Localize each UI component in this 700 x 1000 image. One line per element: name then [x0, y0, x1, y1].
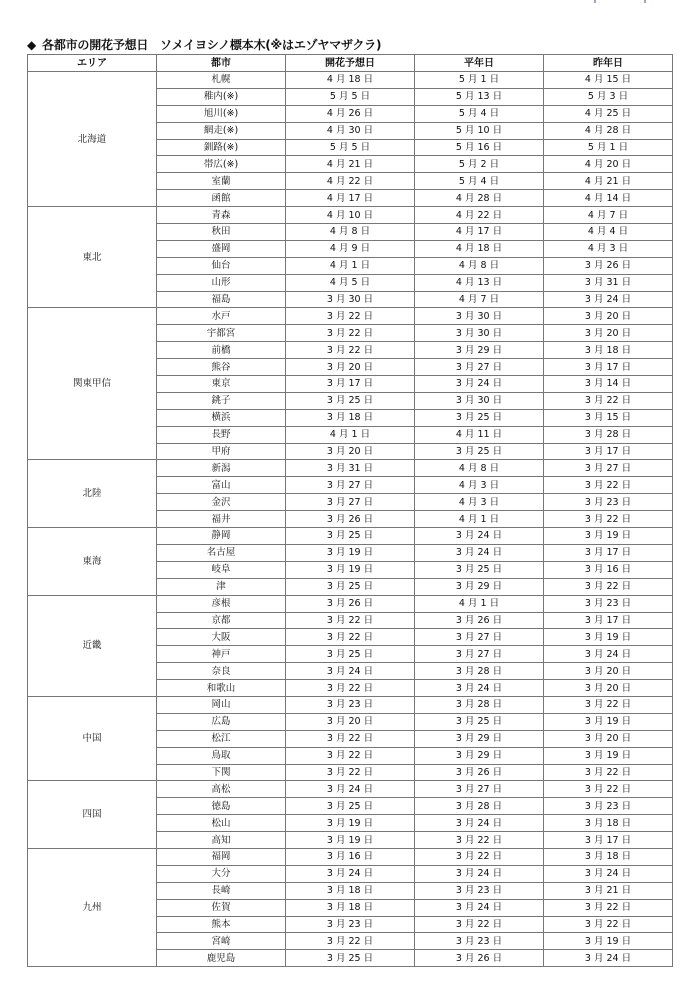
last-year-date-cell: 3 月 18 日: [544, 815, 673, 832]
forecast-date-cell: 3 月 22 日: [286, 933, 415, 950]
forecast-date-cell: 3 月 19 日: [286, 815, 415, 832]
last-year-date-cell: 3 月 19 日: [544, 933, 673, 950]
normal-date-cell: 3 月 25 日: [415, 409, 544, 426]
forecast-date-cell: 3 月 23 日: [286, 696, 415, 713]
forecast-date-cell: 4 月 10 日: [286, 207, 415, 224]
last-year-date-cell: 3 月 20 日: [544, 680, 673, 697]
normal-date-cell: 3 月 26 日: [415, 764, 544, 781]
table-row: [28, 781, 673, 798]
normal-date-cell: 3 月 29 日: [415, 730, 544, 747]
city-cell: 佐賀: [157, 899, 286, 916]
normal-date-cell: 3 月 23 日: [415, 882, 544, 899]
table-row: [28, 528, 673, 545]
city-cell: 高知: [157, 832, 286, 849]
last-year-date-cell: 3 月 26 日: [544, 257, 673, 274]
city-cell: 金沢: [157, 494, 286, 511]
city-cell: 松江: [157, 730, 286, 747]
city-cell: 福岡: [157, 848, 286, 865]
last-year-date-cell: 3 月 20 日: [544, 308, 673, 325]
city-cell: 岐阜: [157, 561, 286, 578]
last-year-date-cell: 3 月 27 日: [544, 460, 673, 477]
normal-date-cell: 3 月 24 日: [415, 865, 544, 882]
forecast-date-cell: 3 月 25 日: [286, 798, 415, 815]
last-year-date-cell: 3 月 22 日: [544, 764, 673, 781]
area-cell: 東海: [28, 528, 157, 596]
last-year-date-cell: 3 月 20 日: [544, 325, 673, 342]
last-year-date-cell: 5 月 3 日: [544, 88, 673, 105]
normal-date-cell: 3 月 29 日: [415, 342, 544, 359]
last-year-date-cell: 3 月 22 日: [544, 696, 673, 713]
city-cell: 函館: [157, 190, 286, 207]
city-cell: 神戸: [157, 646, 286, 663]
table-row: [28, 460, 673, 477]
forecast-date-cell: 3 月 31 日: [286, 460, 415, 477]
forecast-date-cell: 3 月 18 日: [286, 409, 415, 426]
normal-date-cell: 4 月 28 日: [415, 190, 544, 207]
normal-date-cell: 5 月 10 日: [415, 122, 544, 139]
last-year-date-cell: 3 月 23 日: [544, 595, 673, 612]
normal-date-cell: 3 月 28 日: [415, 663, 544, 680]
city-cell: 盛岡: [157, 240, 286, 257]
header-city: 都市: [157, 55, 286, 72]
last-year-date-cell: 3 月 22 日: [544, 781, 673, 798]
last-year-date-cell: 4 月 7 日: [544, 207, 673, 224]
table-body: [28, 72, 673, 967]
forecast-date-cell: 3 月 25 日: [286, 392, 415, 409]
city-cell: 大阪: [157, 629, 286, 646]
last-year-date-cell: 3 月 17 日: [544, 544, 673, 561]
city-cell: 鳥取: [157, 747, 286, 764]
normal-date-cell: 3 月 30 日: [415, 308, 544, 325]
normal-date-cell: 3 月 27 日: [415, 646, 544, 663]
city-cell: 静岡: [157, 528, 286, 545]
forecast-date-cell: 3 月 24 日: [286, 663, 415, 680]
normal-date-cell: 4 月 17 日: [415, 224, 544, 241]
last-year-date-cell: 3 月 31 日: [544, 274, 673, 291]
forecast-date-cell: 3 月 27 日: [286, 494, 415, 511]
last-year-date-cell: 3 月 20 日: [544, 663, 673, 680]
last-year-date-cell: 4 月 21 日: [544, 173, 673, 190]
forecast-date-cell: 3 月 18 日: [286, 899, 415, 916]
city-cell: 福島: [157, 291, 286, 308]
city-cell: 網走(※): [157, 122, 286, 139]
last-year-date-cell: 3 月 19 日: [544, 713, 673, 730]
forecast-date-cell: 3 月 16 日: [286, 848, 415, 865]
last-year-date-cell: 3 月 17 日: [544, 359, 673, 376]
area-cell: 九州: [28, 848, 157, 966]
normal-date-cell: 3 月 26 日: [415, 950, 544, 967]
normal-date-cell: 3 月 26 日: [415, 612, 544, 629]
normal-date-cell: 3 月 24 日: [415, 815, 544, 832]
last-year-date-cell: 3 月 16 日: [544, 561, 673, 578]
diamond-bullet-icon: ◆: [27, 38, 37, 52]
forecast-date-cell: 3 月 25 日: [286, 646, 415, 663]
table-header-row: [28, 55, 673, 72]
normal-date-cell: 5 月 13 日: [415, 88, 544, 105]
normal-date-cell: 3 月 24 日: [415, 899, 544, 916]
city-cell: 前橋: [157, 342, 286, 359]
last-year-date-cell: 3 月 24 日: [544, 291, 673, 308]
city-cell: 長崎: [157, 882, 286, 899]
city-cell: 名古屋: [157, 544, 286, 561]
forecast-date-cell: 4 月 1 日: [286, 257, 415, 274]
city-cell: 高松: [157, 781, 286, 798]
normal-date-cell: 3 月 30 日: [415, 325, 544, 342]
normal-date-cell: 4 月 7 日: [415, 291, 544, 308]
area-cell: 東北: [28, 207, 157, 308]
forecast-date-cell: 4 月 8 日: [286, 224, 415, 241]
forecast-date-cell: 3 月 22 日: [286, 764, 415, 781]
last-year-date-cell: 3 月 17 日: [544, 832, 673, 849]
forecast-date-cell: 4 月 30 日: [286, 122, 415, 139]
last-year-date-cell: 3 月 22 日: [544, 578, 673, 595]
forecast-date-cell: 3 月 18 日: [286, 882, 415, 899]
forecast-date-cell: 4 月 21 日: [286, 156, 415, 173]
normal-date-cell: 4 月 8 日: [415, 460, 544, 477]
normal-date-cell: 4 月 3 日: [415, 494, 544, 511]
last-year-date-cell: 3 月 22 日: [544, 916, 673, 933]
forecast-date-cell: 3 月 24 日: [286, 865, 415, 882]
forecast-date-cell: 3 月 22 日: [286, 629, 415, 646]
city-cell: 水戸: [157, 308, 286, 325]
area-cell: 四国: [28, 781, 157, 849]
forecast-date-cell: 3 月 26 日: [286, 511, 415, 528]
city-cell: 松山: [157, 815, 286, 832]
bloom-forecast-table: [27, 54, 673, 967]
forecast-date-cell: 3 月 19 日: [286, 544, 415, 561]
normal-date-cell: 4 月 18 日: [415, 240, 544, 257]
area-cell: 中国: [28, 696, 157, 780]
last-year-date-cell: 3 月 15 日: [544, 409, 673, 426]
city-cell: 釧路(※): [157, 139, 286, 156]
city-cell: 長野: [157, 426, 286, 443]
last-year-date-cell: 3 月 24 日: [544, 950, 673, 967]
last-year-date-cell: 4 月 15 日: [544, 72, 673, 89]
table-row: [28, 696, 673, 713]
normal-date-cell: 4 月 1 日: [415, 595, 544, 612]
area-cell: 近畿: [28, 595, 157, 696]
normal-date-cell: 4 月 13 日: [415, 274, 544, 291]
forecast-date-cell: 3 月 23 日: [286, 916, 415, 933]
city-cell: 秋田: [157, 224, 286, 241]
normal-date-cell: 4 月 3 日: [415, 477, 544, 494]
city-cell: 東京: [157, 376, 286, 393]
table-row: [28, 595, 673, 612]
forecast-date-cell: 3 月 25 日: [286, 528, 415, 545]
forecast-date-cell: 3 月 20 日: [286, 359, 415, 376]
last-year-date-cell: 4 月 20 日: [544, 156, 673, 173]
header-last-year-date: 昨年日: [544, 55, 673, 72]
forecast-date-cell: 5 月 5 日: [286, 139, 415, 156]
city-cell: 仙台: [157, 257, 286, 274]
city-cell: 山形: [157, 274, 286, 291]
normal-date-cell: 3 月 29 日: [415, 578, 544, 595]
last-year-date-cell: 3 月 17 日: [544, 612, 673, 629]
forecast-date-cell: 4 月 22 日: [286, 173, 415, 190]
city-cell: 鹿児島: [157, 950, 286, 967]
normal-date-cell: 3 月 23 日: [415, 933, 544, 950]
forecast-date-cell: 3 月 20 日: [286, 713, 415, 730]
city-cell: 富山: [157, 477, 286, 494]
normal-date-cell: 3 月 24 日: [415, 528, 544, 545]
city-cell: 福井: [157, 511, 286, 528]
last-year-date-cell: 4 月 25 日: [544, 105, 673, 122]
city-cell: 広島: [157, 713, 286, 730]
table-row: [28, 72, 673, 89]
area-cell: 北海道: [28, 72, 157, 207]
forecast-date-cell: 3 月 26 日: [286, 595, 415, 612]
forecast-date-cell: 3 月 24 日: [286, 781, 415, 798]
normal-date-cell: 4 月 1 日: [415, 511, 544, 528]
area-cell: 関東甲信: [28, 308, 157, 460]
normal-date-cell: 3 月 25 日: [415, 713, 544, 730]
header-normal-date: 平年日: [415, 55, 544, 72]
city-cell: 下関: [157, 764, 286, 781]
normal-date-cell: 4 月 11 日: [415, 426, 544, 443]
last-year-date-cell: 3 月 17 日: [544, 443, 673, 460]
forecast-date-cell: 4 月 9 日: [286, 240, 415, 257]
last-year-date-cell: 3 月 19 日: [544, 747, 673, 764]
last-year-date-cell: 3 月 22 日: [544, 511, 673, 528]
last-year-date-cell: 3 月 21 日: [544, 882, 673, 899]
header-area: エリア: [28, 55, 157, 72]
city-cell: 徳島: [157, 798, 286, 815]
normal-date-cell: 3 月 25 日: [415, 561, 544, 578]
normal-date-cell: 3 月 24 日: [415, 544, 544, 561]
city-cell: 銚子: [157, 392, 286, 409]
last-year-date-cell: 3 月 20 日: [544, 730, 673, 747]
normal-date-cell: 5 月 4 日: [415, 105, 544, 122]
city-cell: 横浜: [157, 409, 286, 426]
area-cell: 北陸: [28, 460, 157, 528]
city-cell: 旭川(※): [157, 105, 286, 122]
last-year-date-cell: 3 月 24 日: [544, 646, 673, 663]
corner-marks: [590, 0, 670, 4]
last-year-date-cell: 4 月 14 日: [544, 190, 673, 207]
normal-date-cell: 3 月 27 日: [415, 629, 544, 646]
normal-date-cell: 3 月 29 日: [415, 747, 544, 764]
city-cell: 奈良: [157, 663, 286, 680]
header-forecast-date: 開花予想日: [286, 55, 415, 72]
last-year-date-cell: 4 月 28 日: [544, 122, 673, 139]
city-cell: 新潟: [157, 460, 286, 477]
last-year-date-cell: 3 月 22 日: [544, 899, 673, 916]
forecast-date-cell: 4 月 18 日: [286, 72, 415, 89]
city-cell: 青森: [157, 207, 286, 224]
last-year-date-cell: 3 月 19 日: [544, 528, 673, 545]
last-year-date-cell: 3 月 23 日: [544, 494, 673, 511]
last-year-date-cell: 3 月 22 日: [544, 477, 673, 494]
city-cell: 稚内(※): [157, 88, 286, 105]
corner-mark: [644, 0, 646, 3]
city-cell: 帯広(※): [157, 156, 286, 173]
forecast-date-cell: 4 月 5 日: [286, 274, 415, 291]
table-row: [28, 848, 673, 865]
last-year-date-cell: 3 月 19 日: [544, 629, 673, 646]
forecast-date-cell: 3 月 30 日: [286, 291, 415, 308]
forecast-date-cell: 3 月 20 日: [286, 443, 415, 460]
city-cell: 和歌山: [157, 680, 286, 697]
normal-date-cell: 4 月 22 日: [415, 207, 544, 224]
forecast-date-cell: 3 月 17 日: [286, 376, 415, 393]
city-cell: 甲府: [157, 443, 286, 460]
forecast-date-cell: 3 月 22 日: [286, 325, 415, 342]
last-year-date-cell: 3 月 28 日: [544, 426, 673, 443]
table-row: [28, 308, 673, 325]
city-cell: 大分: [157, 865, 286, 882]
city-cell: 熊谷: [157, 359, 286, 376]
city-cell: 宇都宮: [157, 325, 286, 342]
normal-date-cell: 3 月 22 日: [415, 832, 544, 849]
section-title-text: 各都市の開花予想日 ソメイヨシノ標本木(※はエゾヤマザクラ): [42, 38, 382, 52]
normal-date-cell: 3 月 28 日: [415, 696, 544, 713]
forecast-date-cell: 3 月 22 日: [286, 747, 415, 764]
corner-mark: [594, 0, 596, 3]
last-year-date-cell: 3 月 18 日: [544, 848, 673, 865]
last-year-date-cell: 3 月 18 日: [544, 342, 673, 359]
normal-date-cell: 5 月 16 日: [415, 139, 544, 156]
normal-date-cell: 4 月 8 日: [415, 257, 544, 274]
last-year-date-cell: 5 月 1 日: [544, 139, 673, 156]
last-year-date-cell: 3 月 23 日: [544, 798, 673, 815]
normal-date-cell: 3 月 27 日: [415, 359, 544, 376]
city-cell: 室蘭: [157, 173, 286, 190]
city-cell: 彦根: [157, 595, 286, 612]
last-year-date-cell: 4 月 4 日: [544, 224, 673, 241]
forecast-date-cell: 3 月 27 日: [286, 477, 415, 494]
last-year-date-cell: 3 月 22 日: [544, 392, 673, 409]
last-year-date-cell: 4 月 3 日: [544, 240, 673, 257]
normal-date-cell: 3 月 22 日: [415, 916, 544, 933]
forecast-date-cell: 3 月 25 日: [286, 950, 415, 967]
forecast-date-cell: 4 月 17 日: [286, 190, 415, 207]
city-cell: 熊本: [157, 916, 286, 933]
forecast-date-cell: 3 月 22 日: [286, 730, 415, 747]
normal-date-cell: 3 月 24 日: [415, 680, 544, 697]
section-title: [27, 36, 381, 53]
forecast-date-cell: 3 月 22 日: [286, 680, 415, 697]
forecast-date-cell: 3 月 25 日: [286, 578, 415, 595]
normal-date-cell: 3 月 28 日: [415, 798, 544, 815]
forecast-date-cell: 5 月 5 日: [286, 88, 415, 105]
city-cell: 津: [157, 578, 286, 595]
city-cell: 京都: [157, 612, 286, 629]
forecast-date-cell: 3 月 19 日: [286, 832, 415, 849]
last-year-date-cell: 3 月 24 日: [544, 865, 673, 882]
forecast-date-cell: 3 月 19 日: [286, 561, 415, 578]
city-cell: 札幌: [157, 72, 286, 89]
forecast-date-cell: 3 月 22 日: [286, 342, 415, 359]
city-cell: 岡山: [157, 696, 286, 713]
city-cell: 宮崎: [157, 933, 286, 950]
table-row: [28, 207, 673, 224]
normal-date-cell: 3 月 27 日: [415, 781, 544, 798]
forecast-date-cell: 3 月 22 日: [286, 612, 415, 629]
forecast-date-cell: 4 月 1 日: [286, 426, 415, 443]
normal-date-cell: 3 月 24 日: [415, 376, 544, 393]
normal-date-cell: 5 月 2 日: [415, 156, 544, 173]
normal-date-cell: 3 月 22 日: [415, 848, 544, 865]
forecast-date-cell: 3 月 22 日: [286, 308, 415, 325]
forecast-date-cell: 4 月 26 日: [286, 105, 415, 122]
normal-date-cell: 3 月 30 日: [415, 392, 544, 409]
normal-date-cell: 5 月 1 日: [415, 72, 544, 89]
normal-date-cell: 5 月 4 日: [415, 173, 544, 190]
normal-date-cell: 3 月 25 日: [415, 443, 544, 460]
last-year-date-cell: 3 月 14 日: [544, 376, 673, 393]
